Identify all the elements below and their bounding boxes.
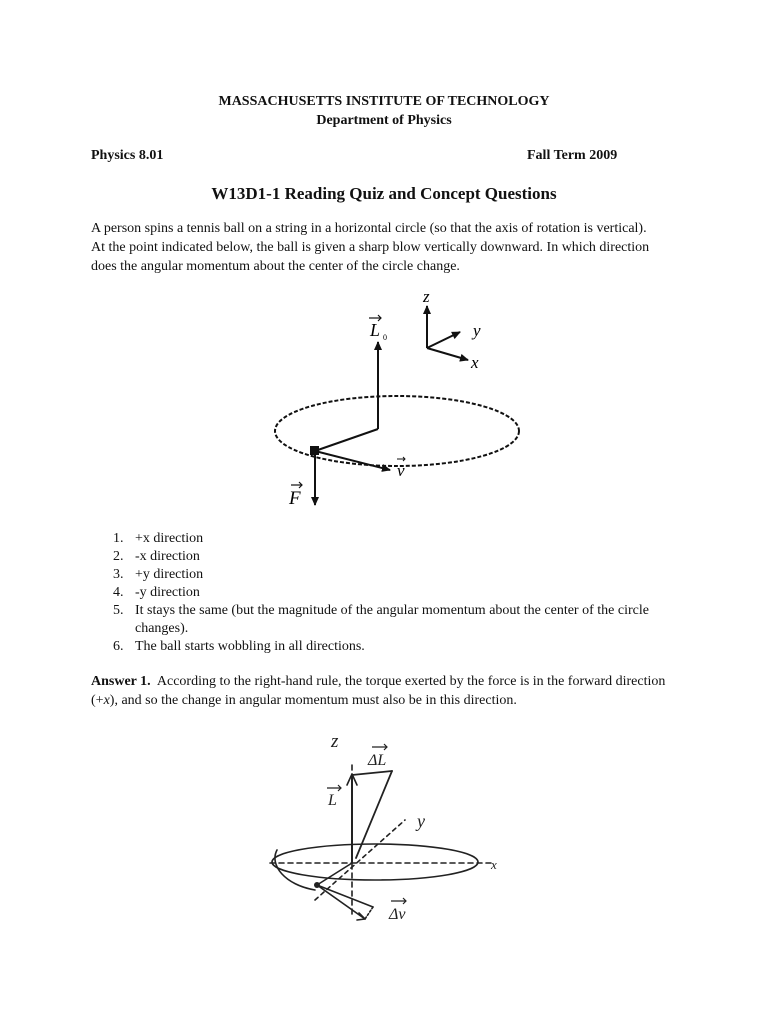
term-label: Fall Term 2009 — [527, 148, 618, 163]
course-number: Physics 8.01 — [91, 148, 164, 163]
F-label — [288, 482, 302, 509]
sketch-dL-label: ΔL — [368, 752, 387, 769]
L0-label — [369, 315, 387, 342]
figure-ball-on-string — [240, 280, 540, 520]
svg-text:0: 0 — [383, 333, 387, 342]
svg-text:L: L — [370, 320, 381, 340]
axis-y-label: y — [473, 321, 481, 340]
v-label — [397, 457, 405, 480]
list-item: 5. It stays the same (but the magnitude of the angular momentum about the center of the circle changes). — [113, 603, 649, 636]
institution-heading: MASSACHUSETTS INSTITUTE OF TECHNOLOGY — [218, 94, 550, 109]
figure-answer-sketch — [255, 725, 515, 935]
sketch-x-label: x — [491, 857, 497, 872]
sketch-y-label: y — [417, 811, 425, 831]
axis-x-label: x — [471, 353, 479, 372]
coordinate-axes — [422, 287, 481, 372]
circle-path — [275, 396, 519, 466]
answer-label: Answer 1. — [91, 674, 151, 689]
sketch-L-label: L — [328, 792, 337, 809]
list-item: 6. The ball starts wobbling in all directions. — [113, 639, 365, 654]
sketch-z-label: z — [331, 731, 339, 752]
velocity-vector — [315, 451, 390, 470]
page-title: W13D1-1 Reading Quiz and Concept Questions — [211, 184, 557, 203]
list-item: 1. +x direction — [113, 531, 204, 546]
department-heading: Department of Physics — [316, 113, 452, 128]
svg-text:F: F — [289, 488, 301, 509]
list-item: 4. -y direction — [113, 585, 200, 600]
list-item: 3. +y direction — [113, 567, 204, 582]
list-item: 2. -x direction — [113, 549, 200, 564]
svg-text:v: v — [397, 461, 405, 480]
string — [315, 429, 378, 451]
answer-options-list — [91, 530, 666, 656]
sketch-dv-label: Δv — [389, 906, 406, 923]
question-text: A person spins a tennis ball on a string in a horizontal circle (so that the axis of rotation is vertical). At the point indicated below, the ball is given a sharp blow vertically downward. In which direction does the angular momentum about the center of the circle change. — [91, 221, 650, 274]
axis-z-label: z — [423, 287, 430, 306]
answer-paragraph: Answer 1. According to the right-hand rule, the torque exerted by the force is in the forward direction (+x), and so the change in angular momentum must also be in this direction. — [91, 674, 666, 708]
